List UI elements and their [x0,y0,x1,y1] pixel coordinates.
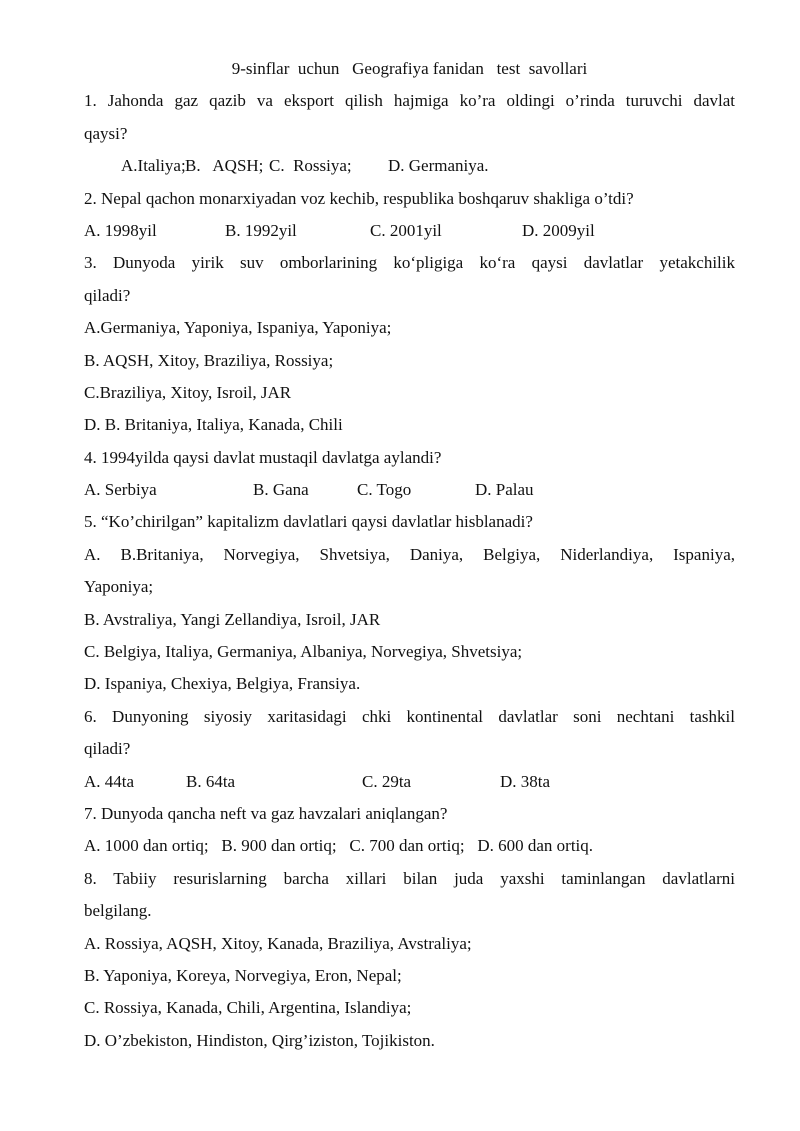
question-1-option-d: D. Germaniya. [388,156,489,176]
question-5-option-a: A. B.Britaniya, Norvegiya, Shvetsiya, Daniya, Belgiya, Niderlandiya, Ispaniya, [84,544,735,564]
question-3-option-a: A.Germaniya, Yaponiya, Ispaniya, Yaponiya; [84,318,392,338]
question-7-options: A. 1000 dan ortiq; B. 900 dan ortiq; C. 700 dan ortiq; D. 600 dan ortiq. [84,836,594,856]
question-5-option-c: C. Belgiya, Italiya, Germaniya, Albaniya, Norvegiya, Shvetsiya; [84,642,523,662]
question-3-option-d: D. B. Britaniya, Italiya, Kanada, Chili [84,415,343,435]
question-5-option-b: B. Avstraliya, Yangi Zellandiya, Isroil, JAR [84,609,381,629]
question-1-option-c: C. Rossiya; [269,156,352,176]
question-4-option-b: B. Gana [253,480,309,500]
page-title: 9-sinflar uchun Geografiya fanidan test savollari [231,59,588,78]
question-4-option-a: A. Serbiya [84,480,157,500]
question-8-option-a: A. Rossiya, AQSH, Xitoy, Kanada, Braziliya, Avstraliya; [84,933,472,953]
question-7-text: 7. Dunyoda qancha neft va gaz havzalari aniqlangan? [84,803,448,823]
question-6-options [84,771,735,793]
question-6-option-a: A. 44ta [84,771,135,791]
question-5-text: 5. “Ko’chirilgan” kapitalizm davlatlari qaysi davlatlar hisblanadi? [84,512,533,532]
question-8-option-c: C. Rossiya, Kanada, Chili, Argentina, Islandiya; [84,998,412,1018]
question-2-option-c: C. 2001yil [370,220,442,240]
question-3-text: 3. Dunyoda yirik suv omborlarining ko‘pligiga ko‘ra qaysi davlatlar yetakchilik [84,253,735,273]
question-3-option-b: B. AQSH, Xitoy, Braziliya, Rossiya; [84,350,334,370]
question-6-option-d: D. 38ta [500,771,551,791]
question-1-options [84,155,735,177]
question-4-options [84,479,735,501]
question-6-text-cont: qiladi? [84,739,131,759]
question-2-option-a: A. 1998yil [84,220,157,240]
question-8-text: 8. Tabiiy resurislarning barcha xillari bilan juda yaxshi taminlangan davlatlarni [84,868,735,888]
question-2-options [84,220,735,242]
question-4-option-d: D. Palau [475,480,534,500]
question-4-text: 4. 1994yilda qaysi davlat mustaqil davlatga aylandi? [84,447,442,467]
question-6-option-c: C. 29ta [362,771,412,791]
question-6-text: 6. Dunyoning siyosiy xaritasidagi chki kontinental davlatlar soni nechtani tashkil [84,706,735,726]
question-8-option-d: D. O’zbekiston, Hindiston, Qirg’iziston, Tojikiston. [84,1030,435,1050]
question-1-text-cont: qaysi? [84,123,128,143]
question-5-option-d: D. Ispaniya, Chexiya, Belgiya, Fransiya. [84,674,361,694]
question-2-option-d: D. 2009yil [522,220,595,240]
question-8-option-b: B. Yaponiya, Koreya, Norvegiya, Eron, Nepal; [84,965,402,985]
question-2-option-b: B. 1992yil [225,220,297,240]
question-1-option-a: A.Italiya; [121,156,186,176]
question-5-option-a-cont: Yaponiya; [84,577,154,597]
test-document [84,58,735,1052]
question-3-text-cont: qiladi? [84,285,131,305]
question-2-text: 2. Nepal qachon monarxiyadan voz kechib, respublika boshqaruv shakliga o’tdi? [84,188,634,208]
question-1-text: 1. Jahonda gaz qazib va eksport qilish hajmiga ko’ra oldingi o’rinda turuvchi davlat [84,91,735,111]
question-4-option-c: C. Togo [357,480,412,500]
question-8-text-cont: belgilang. [84,901,152,921]
question-3-option-c: C.Braziliya, Xitoy, Isroil, JAR [84,382,292,402]
question-6-option-b: B. 64ta [186,771,236,791]
question-1-option-b: B. AQSH; [185,156,264,176]
